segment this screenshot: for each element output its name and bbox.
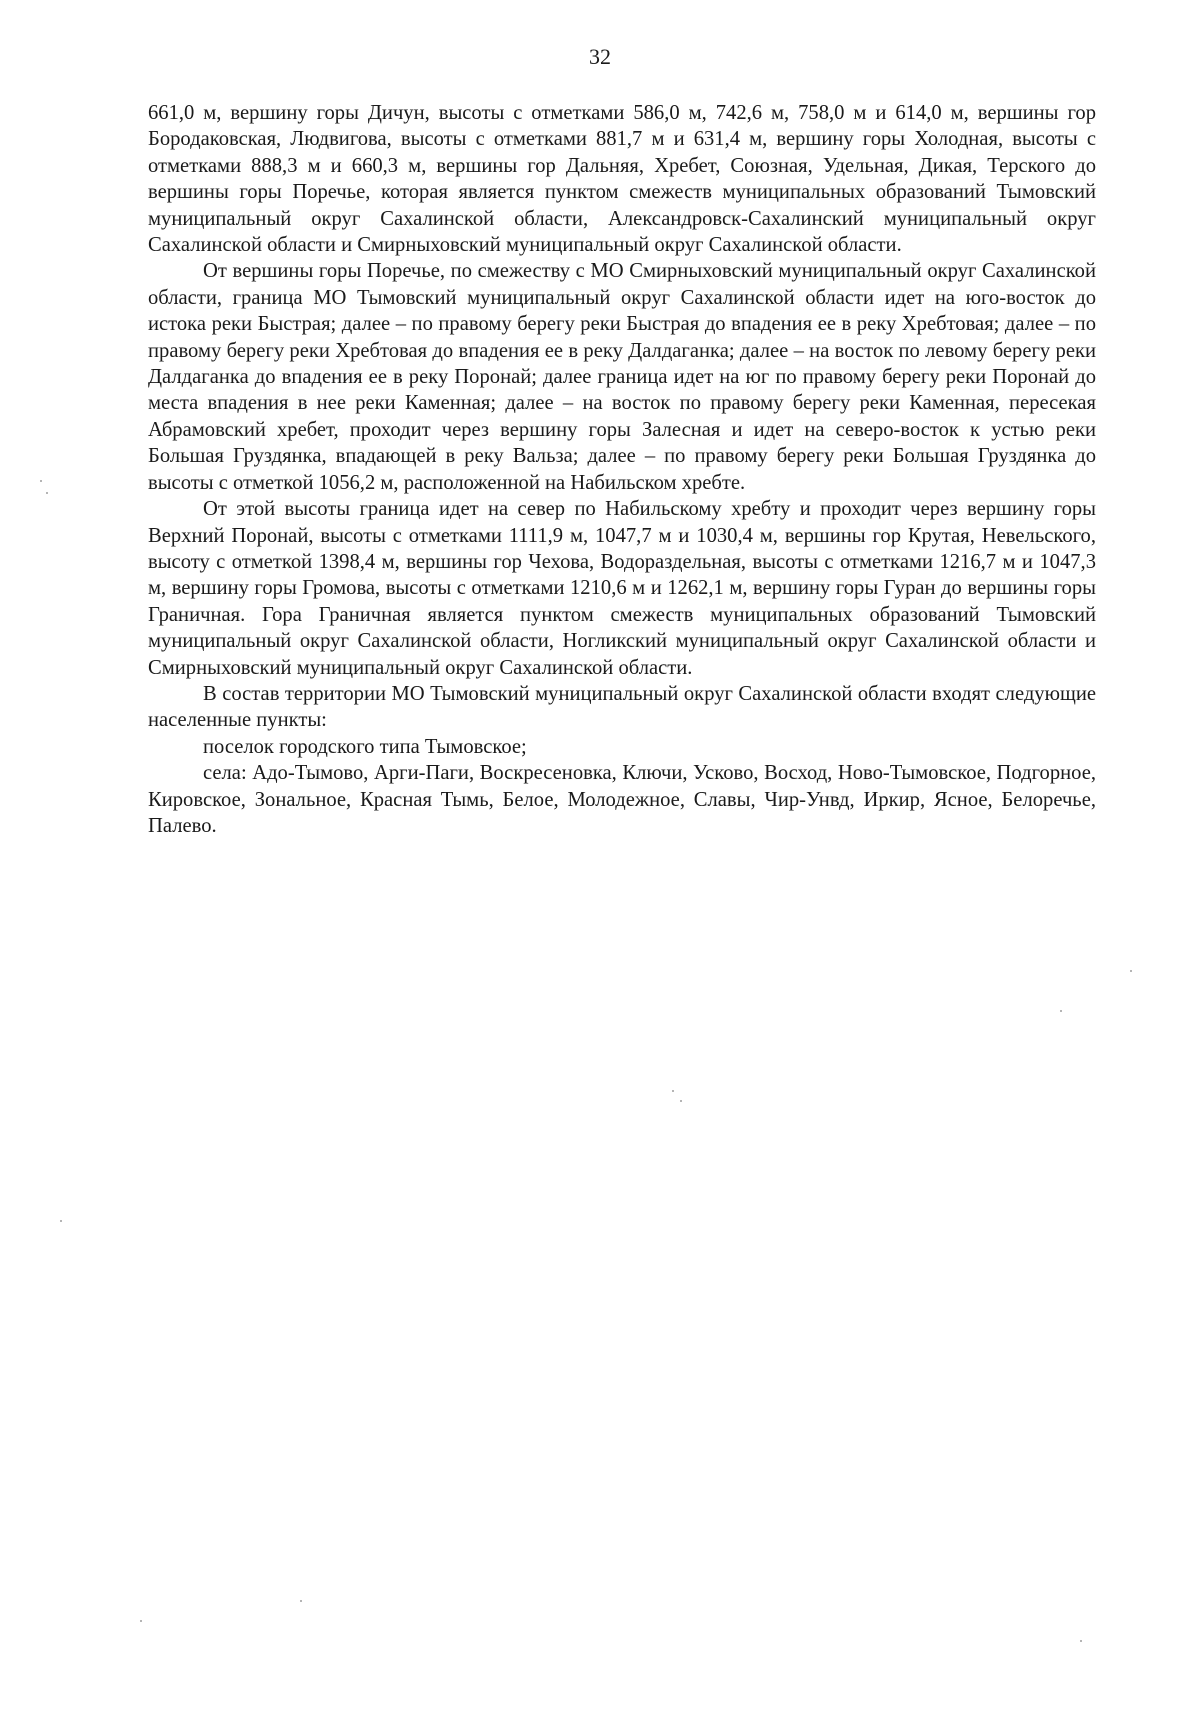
scan-speck bbox=[672, 1090, 674, 1092]
scan-speck bbox=[300, 1600, 302, 1602]
scan-speck bbox=[60, 1220, 62, 1222]
scan-speck bbox=[1080, 1640, 1082, 1642]
page-number: 32 bbox=[589, 44, 611, 69]
scan-speck bbox=[680, 1100, 682, 1102]
paragraph-4: В состав территории МО Тымовский муниципальный округ Сахалинской области входят следующие населенные пункты: bbox=[148, 682, 1096, 732]
paragraph-6: села: Адо-Тымово, Арги-Паги, Воскресеновка, Ключи, Усково, Восход, Ново-Тымовское, Подгорное, Кировское, Зональное, Красная Тымь, Белое, Молодежное, Славы, Чир-Унвд, Иркир, Ясное, Белоречье, Палево. bbox=[148, 762, 1096, 837]
document-body bbox=[148, 100, 1096, 839]
paragraph-1: 661,0 м, вершину горы Дичун, высоты с отметками 586,0 м, 742,6 м, 758,0 м и 614,0 м, вершины гор Бородаковская, Людвигова, высоты с отметками 881,7 м и 631,4 м, вершину горы Холодная, высоты с отметками 888,3 м и 660,3 м, вершины гор Дальняя, Хребет, Союзная, Удельная, Дикая, Терского до вершины горы Поречье, которая является пунктом смежеств муниципальных образований Тымовский муниципальный округ Сахалинской области, Александровск-Сахалинский муниципальный округ Сахалинской области и Смирныховский муниципальный округ Сахалинской области. bbox=[148, 102, 1096, 257]
paragraph-2: От вершины горы Поречье, по смежеству с МО Смирныховский муниципальный округ Сахалинской области, граница МО Тымовский муниципальный округ Сахалинской области идет на юго-восток до истока реки Быстрая; далее – по правому берегу реки Быстрая до впадения ее в реку Хребтовая; далее – по правому берегу реки Хребтовая до впадения ее в реку Далдаганка; далее – на восток по левому берегу реки Далдаганка до впадения ее в реку Поронай; далее граница идет на юг по правому берегу реки Поронай до места впадения в нее реки Каменная; далее – на восток по правому берегу реки Каменная, пересекая Абрамовский хребет, проходит через вершину горы Залесная и идет на северо-восток к устью реки Большая Груздянка, впадающей в реку Вальза; далее – по правому берегу реки Большая Груздянка до высоты с отметкой 1056,2 м, расположенной на Набильском хребте. bbox=[148, 260, 1096, 494]
scan-speck bbox=[46, 492, 48, 494]
scan-speck bbox=[40, 480, 42, 482]
scan-speck bbox=[1130, 970, 1132, 972]
paragraph-3: От этой высоты граница идет на север по Набильскому хребту и проходит через вершину горы Верхний Поронай, высоты с отметками 1111,9 м, 1047,7 м и 1030,4 м, вершины гор Крутая, Невельского, высоту с отметкой 1398,4 м, вершины гор Чехова, Водораздельная, высоты с отметками 1216,7 м и 1047,3 м, вершину горы Громова, высоты с отметками 1210,6 м и 1262,1 м, вершину горы Гуран до вершины горы Граничная. Гора Граничная является пунктом смежеств муниципальных образований Тымовский муниципальный округ Сахалинской области, Ногликский муниципальный округ Сахалинской области и Смирныховский муниципальный округ Сахалинской области. bbox=[148, 498, 1096, 679]
paragraph-5: поселок городского типа Тымовское; bbox=[203, 735, 527, 758]
scan-speck bbox=[140, 1620, 142, 1622]
scan-speck bbox=[1060, 1010, 1062, 1012]
